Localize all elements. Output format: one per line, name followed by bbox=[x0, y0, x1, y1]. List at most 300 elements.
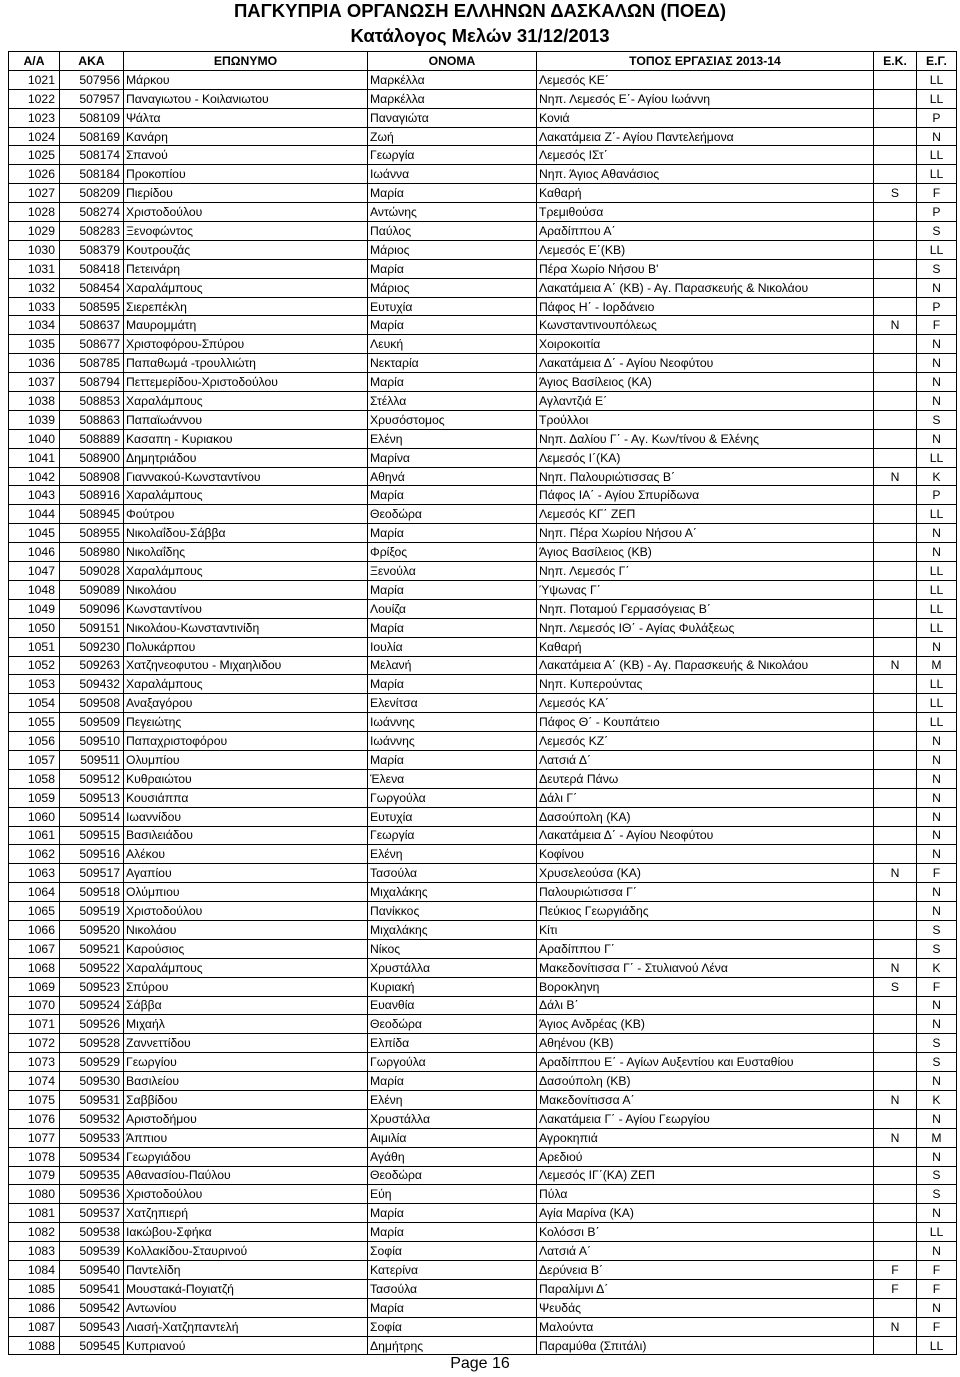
cell-ek bbox=[874, 354, 917, 373]
cell-workplace: Άγιος Βασίλειος (ΚΑ) bbox=[537, 373, 874, 392]
table-row bbox=[9, 222, 957, 241]
cell-name: Μιχαλάκης bbox=[368, 883, 537, 902]
cell-aka: 509028 bbox=[60, 562, 124, 581]
cell-name: Τασούλα bbox=[368, 1279, 537, 1298]
cell-workplace: Αραδίππου Γ΄ bbox=[537, 939, 874, 958]
cell-name: Νίκος bbox=[368, 939, 537, 958]
cell-ek bbox=[874, 1298, 917, 1317]
cell-surname: Ολυμπίου bbox=[124, 750, 368, 769]
cell-workplace: Νηπ. Κυπερούντας bbox=[537, 675, 874, 694]
cell-workplace: Δερύνεια Β΄ bbox=[537, 1261, 874, 1280]
cell-aka: 509533 bbox=[60, 1128, 124, 1147]
cell-aa: 1078 bbox=[9, 1147, 60, 1166]
cell-aa: 1085 bbox=[9, 1279, 60, 1298]
table-row bbox=[9, 599, 957, 618]
cell-workplace: Νηπ. Λεμεσός Γ΄ bbox=[537, 562, 874, 581]
cell-workplace: Χοιροκοιτία bbox=[537, 335, 874, 354]
cell-ek bbox=[874, 883, 917, 902]
cell-eg: P bbox=[917, 203, 957, 222]
cell-ek: F bbox=[874, 1261, 917, 1280]
cell-workplace: Νηπ. Πέρα Χωρίου Νήσου Α΄ bbox=[537, 524, 874, 543]
cell-aka: 508794 bbox=[60, 373, 124, 392]
cell-ek bbox=[874, 1242, 917, 1261]
cell-name: Ιωάννης bbox=[368, 732, 537, 751]
cell-aa: 1059 bbox=[9, 788, 60, 807]
cell-name: Σοφία bbox=[368, 1242, 537, 1261]
cell-aa: 1081 bbox=[9, 1204, 60, 1223]
cell-aka: 509536 bbox=[60, 1185, 124, 1204]
cell-aa: 1067 bbox=[9, 939, 60, 958]
cell-surname: Μάρκου bbox=[124, 70, 368, 89]
cell-aa: 1079 bbox=[9, 1166, 60, 1185]
cell-name: Κατερίνα bbox=[368, 1261, 537, 1280]
cell-aa: 1033 bbox=[9, 297, 60, 316]
cell-eg: P bbox=[917, 486, 957, 505]
cell-aka: 508900 bbox=[60, 448, 124, 467]
cell-surname: Χαραλάμπους bbox=[124, 562, 368, 581]
cell-aka: 508908 bbox=[60, 467, 124, 486]
cell-workplace: Μαλούντα bbox=[537, 1317, 874, 1336]
cell-surname: Νικολάου bbox=[124, 580, 368, 599]
table-row bbox=[9, 1317, 957, 1336]
cell-eg: F bbox=[917, 1279, 957, 1298]
cell-aa: 1034 bbox=[9, 316, 60, 335]
cell-aka: 507956 bbox=[60, 70, 124, 89]
cell-workplace: Λεμεσός ΚΓ΄ ΖΕΠ bbox=[537, 505, 874, 524]
cell-ek bbox=[874, 222, 917, 241]
cell-name: Ιωάννα bbox=[368, 165, 537, 184]
cell-aa: 1056 bbox=[9, 732, 60, 751]
cell-eg: S bbox=[917, 1034, 957, 1053]
cell-name: Κυριακή bbox=[368, 977, 537, 996]
cell-ek: N bbox=[874, 1317, 917, 1336]
table-row bbox=[9, 1072, 957, 1091]
cell-name: Μαρία bbox=[368, 1223, 537, 1242]
cell-ek bbox=[874, 1185, 917, 1204]
cell-workplace: Βοροκληνη bbox=[537, 977, 874, 996]
cell-name: Ελένη bbox=[368, 845, 537, 864]
cell-ek bbox=[874, 769, 917, 788]
cell-ek bbox=[874, 807, 917, 826]
column-header-ek: Ε.Κ. bbox=[874, 52, 917, 71]
cell-workplace: Άγιος Βασίλειος (ΚΒ) bbox=[537, 543, 874, 562]
cell-eg: S bbox=[917, 1053, 957, 1072]
table-row bbox=[9, 580, 957, 599]
cell-ek bbox=[874, 1223, 917, 1242]
table-row bbox=[9, 807, 957, 826]
cell-eg: N bbox=[917, 996, 957, 1015]
cell-eg: M bbox=[917, 1128, 957, 1147]
cell-aka: 509526 bbox=[60, 1015, 124, 1034]
cell-surname: Πεγειώτης bbox=[124, 713, 368, 732]
cell-eg: F bbox=[917, 1317, 957, 1336]
table-row bbox=[9, 1090, 957, 1109]
cell-ek bbox=[874, 259, 917, 278]
cell-name: Λουίζα bbox=[368, 599, 537, 618]
page-title: ΠΑΓΚΥΠΡΙΑ ΟΡΓΑΝΩΣΗ ΕΛΛΗΝΩΝ ΔΑΣΚΑΛΩΝ (ΠΟΕΔ) bbox=[233, 0, 727, 21]
cell-workplace: Καθαρή bbox=[537, 184, 874, 203]
cell-aka: 509545 bbox=[60, 1336, 124, 1355]
cell-aka: 508677 bbox=[60, 335, 124, 354]
cell-aa: 1032 bbox=[9, 278, 60, 297]
cell-eg: N bbox=[917, 373, 957, 392]
column-header-workplace: ΤΟΠΟΣ ΕΡΓΑΣΙΑΣ 2013-14 bbox=[537, 52, 874, 71]
cell-workplace: Λεμεσός ΙΣτ΄ bbox=[537, 146, 874, 165]
cell-surname: Αγαπίου bbox=[124, 864, 368, 883]
cell-aka: 509515 bbox=[60, 826, 124, 845]
cell-surname: Πεττεμερίδου-Χριστοδούλου bbox=[124, 373, 368, 392]
table-row bbox=[9, 562, 957, 581]
table-row bbox=[9, 354, 957, 373]
cell-workplace: Αραδίππου Α΄ bbox=[537, 222, 874, 241]
cell-ek bbox=[874, 845, 917, 864]
cell-workplace: Παλουριώτισσα Γ΄ bbox=[537, 883, 874, 902]
cell-ek bbox=[874, 392, 917, 411]
cell-name: Θεοδώρα bbox=[368, 1015, 537, 1034]
table-row bbox=[9, 902, 957, 921]
cell-surname: Γεωργιάδου bbox=[124, 1147, 368, 1166]
cell-surname: Νικολαΐδου-Σάββα bbox=[124, 524, 368, 543]
cell-name: Θεοδώρα bbox=[368, 505, 537, 524]
cell-eg: N bbox=[917, 1298, 957, 1317]
cell-name: Μαρία bbox=[368, 259, 537, 278]
cell-name: Ελένη bbox=[368, 429, 537, 448]
cell-aka: 509539 bbox=[60, 1242, 124, 1261]
table-row bbox=[9, 826, 957, 845]
cell-surname: Κασαπη - Κυριακου bbox=[124, 429, 368, 448]
cell-aka: 509089 bbox=[60, 580, 124, 599]
cell-name: Γωργούλα bbox=[368, 1053, 537, 1072]
cell-surname: Χατζηπιερή bbox=[124, 1204, 368, 1223]
cell-workplace: Παραλίμνι Δ΄ bbox=[537, 1279, 874, 1298]
cell-aka: 508889 bbox=[60, 429, 124, 448]
cell-workplace: Λακατάμεια Ζ΄- Αγίου Παντελεήμονα bbox=[537, 127, 874, 146]
cell-aka: 509531 bbox=[60, 1090, 124, 1109]
cell-name: Ελπίδα bbox=[368, 1034, 537, 1053]
cell-name: Μελανή bbox=[368, 656, 537, 675]
cell-surname: Κωνσταντίνου bbox=[124, 599, 368, 618]
cell-name: Χρυσόστομος bbox=[368, 410, 537, 429]
table-row bbox=[9, 1053, 957, 1072]
cell-ek bbox=[874, 203, 917, 222]
cell-surname: Σπύρου bbox=[124, 977, 368, 996]
cell-aka: 509518 bbox=[60, 883, 124, 902]
cell-surname: Σάββα bbox=[124, 996, 368, 1015]
cell-aa: 1028 bbox=[9, 203, 60, 222]
cell-aka: 509534 bbox=[60, 1147, 124, 1166]
cell-name: Τασούλα bbox=[368, 864, 537, 883]
table-row bbox=[9, 977, 957, 996]
table-row bbox=[9, 845, 957, 864]
cell-aa: 1076 bbox=[9, 1109, 60, 1128]
cell-surname: Χριστοφόρου-Σπύρου bbox=[124, 335, 368, 354]
cell-aka: 509432 bbox=[60, 675, 124, 694]
cell-eg: K bbox=[917, 958, 957, 977]
cell-workplace: Πύλα bbox=[537, 1185, 874, 1204]
cell-surname: Ξενοφώντος bbox=[124, 222, 368, 241]
cell-aa: 1087 bbox=[9, 1317, 60, 1336]
cell-workplace: Κονιά bbox=[537, 108, 874, 127]
cell-aka: 508418 bbox=[60, 259, 124, 278]
cell-eg: N bbox=[917, 845, 957, 864]
cell-eg: LL bbox=[917, 580, 957, 599]
cell-workplace: Πάφος ΙΑ΄ - Αγίου Σπυρίδωνα bbox=[537, 486, 874, 505]
cell-name: Μαρία bbox=[368, 316, 537, 335]
cell-aa: 1057 bbox=[9, 750, 60, 769]
cell-name: Μαρία bbox=[368, 1298, 537, 1317]
table-row bbox=[9, 1261, 957, 1280]
table-row bbox=[9, 1298, 957, 1317]
cell-eg: LL bbox=[917, 448, 957, 467]
cell-ek bbox=[874, 448, 917, 467]
cell-aka: 509532 bbox=[60, 1109, 124, 1128]
cell-eg: P bbox=[917, 297, 957, 316]
table-row bbox=[9, 1147, 957, 1166]
cell-ek bbox=[874, 127, 917, 146]
cell-eg: LL bbox=[917, 89, 957, 108]
cell-ek bbox=[874, 505, 917, 524]
cell-aka: 509520 bbox=[60, 920, 124, 939]
cell-aa: 1065 bbox=[9, 902, 60, 921]
cell-surname: Παντελίδη bbox=[124, 1261, 368, 1280]
table-row bbox=[9, 70, 957, 89]
cell-ek bbox=[874, 240, 917, 259]
cell-ek: N bbox=[874, 1090, 917, 1109]
cell-aa: 1072 bbox=[9, 1034, 60, 1053]
cell-aka: 508595 bbox=[60, 297, 124, 316]
cell-aka: 508274 bbox=[60, 203, 124, 222]
cell-workplace: Αγροκηπιά bbox=[537, 1128, 874, 1147]
cell-aa: 1074 bbox=[9, 1072, 60, 1091]
cell-name: Μάριος bbox=[368, 278, 537, 297]
table-row bbox=[9, 732, 957, 751]
cell-eg: LL bbox=[917, 146, 957, 165]
table-row bbox=[9, 637, 957, 656]
cell-surname: Αντωνίου bbox=[124, 1298, 368, 1317]
cell-surname: Χριστοδούλου bbox=[124, 1185, 368, 1204]
cell-ek bbox=[874, 524, 917, 543]
table-row bbox=[9, 939, 957, 958]
cell-aka: 509230 bbox=[60, 637, 124, 656]
cell-workplace: Λεμεσός Ι΄(ΚΑ) bbox=[537, 448, 874, 467]
cell-aa: 1086 bbox=[9, 1298, 60, 1317]
cell-ek bbox=[874, 637, 917, 656]
cell-name: Σοφία bbox=[368, 1317, 537, 1336]
cell-aka: 509529 bbox=[60, 1053, 124, 1072]
cell-aka: 508945 bbox=[60, 505, 124, 524]
cell-ek bbox=[874, 1204, 917, 1223]
cell-surname: Νικολάου bbox=[124, 920, 368, 939]
cell-eg: LL bbox=[917, 694, 957, 713]
table-row bbox=[9, 750, 957, 769]
cell-name: Ιωάννης bbox=[368, 713, 537, 732]
cell-aka: 509528 bbox=[60, 1034, 124, 1053]
cell-name: Λευκή bbox=[368, 335, 537, 354]
cell-name: Νεκταρία bbox=[368, 354, 537, 373]
cell-surname: Σιερεπέκλη bbox=[124, 297, 368, 316]
cell-ek bbox=[874, 486, 917, 505]
cell-surname: Νικολαΐδης bbox=[124, 543, 368, 562]
cell-aa: 1053 bbox=[9, 675, 60, 694]
table-row bbox=[9, 486, 957, 505]
cell-name: Μαρία bbox=[368, 618, 537, 637]
cell-ek: S bbox=[874, 977, 917, 996]
table-row bbox=[9, 543, 957, 562]
cell-name: Δημήτρης bbox=[368, 1336, 537, 1355]
table-row bbox=[9, 505, 957, 524]
cell-aa: 1024 bbox=[9, 127, 60, 146]
cell-aka: 508916 bbox=[60, 486, 124, 505]
cell-surname: Χαραλάμπους bbox=[124, 392, 368, 411]
cell-ek: F bbox=[874, 1279, 917, 1298]
table-row bbox=[9, 524, 957, 543]
cell-aa: 1031 bbox=[9, 259, 60, 278]
cell-ek: S bbox=[874, 184, 917, 203]
cell-workplace: Λεμεσός ΚΖ΄ bbox=[537, 732, 874, 751]
cell-ek bbox=[874, 410, 917, 429]
cell-surname: Ιωαννίδου bbox=[124, 807, 368, 826]
cell-aka: 508980 bbox=[60, 543, 124, 562]
cell-eg: N bbox=[917, 732, 957, 751]
cell-ek bbox=[874, 1053, 917, 1072]
table-row bbox=[9, 1166, 957, 1185]
page-subtitle: Κατάλογος Μελών 31/12/2013 bbox=[350, 25, 610, 46]
cell-aa: 1043 bbox=[9, 486, 60, 505]
cell-aka: 508169 bbox=[60, 127, 124, 146]
cell-name: Μαρία bbox=[368, 1072, 537, 1091]
cell-aa: 1049 bbox=[9, 599, 60, 618]
cell-name: Χρυστάλλα bbox=[368, 958, 537, 977]
cell-surname: Ολύμπιου bbox=[124, 883, 368, 902]
table-row bbox=[9, 1034, 957, 1053]
cell-aa: 1063 bbox=[9, 864, 60, 883]
cell-surname: Κουτρουζάς bbox=[124, 240, 368, 259]
table-row bbox=[9, 713, 957, 732]
cell-eg: F bbox=[917, 184, 957, 203]
table-row bbox=[9, 1204, 957, 1223]
cell-workplace: Νηπ. Λεμεσός ΙΘ΄ - Αγίας Φυλάξεως bbox=[537, 618, 874, 637]
cell-aka: 508209 bbox=[60, 184, 124, 203]
cell-ek bbox=[874, 146, 917, 165]
cell-aka: 509513 bbox=[60, 788, 124, 807]
cell-aa: 1062 bbox=[9, 845, 60, 864]
cell-name: Παναγιώτα bbox=[368, 108, 537, 127]
cell-aa: 1050 bbox=[9, 618, 60, 637]
table-row bbox=[9, 883, 957, 902]
cell-aa: 1026 bbox=[9, 165, 60, 184]
cell-name: Ελενίτσα bbox=[368, 694, 537, 713]
cell-surname: Παπαχριστοφόρου bbox=[124, 732, 368, 751]
cell-eg: N bbox=[917, 1072, 957, 1091]
cell-ek bbox=[874, 429, 917, 448]
table-row bbox=[9, 392, 957, 411]
cell-aka: 508379 bbox=[60, 240, 124, 259]
cell-name: Πανίκκος bbox=[368, 902, 537, 921]
cell-eg: S bbox=[917, 1185, 957, 1204]
cell-name: Φρίξος bbox=[368, 543, 537, 562]
cell-workplace: Τρεμιθούσα bbox=[537, 203, 874, 222]
cell-ek bbox=[874, 543, 917, 562]
cell-name: Γωργούλα bbox=[368, 788, 537, 807]
cell-ek bbox=[874, 599, 917, 618]
cell-surname: Ζαννεττίδου bbox=[124, 1034, 368, 1053]
cell-aa: 1064 bbox=[9, 883, 60, 902]
table-row bbox=[9, 410, 957, 429]
cell-ek bbox=[874, 996, 917, 1015]
cell-surname: Πιερίδου bbox=[124, 184, 368, 203]
cell-aka: 509151 bbox=[60, 618, 124, 637]
cell-workplace: Δάλι Β΄ bbox=[537, 996, 874, 1015]
cell-aa: 1052 bbox=[9, 656, 60, 675]
cell-workplace: Κοφίνου bbox=[537, 845, 874, 864]
cell-ek bbox=[874, 750, 917, 769]
cell-ek bbox=[874, 580, 917, 599]
cell-name: Μιχαλάκης bbox=[368, 920, 537, 939]
cell-aa: 1046 bbox=[9, 543, 60, 562]
cell-name: Μαρία bbox=[368, 675, 537, 694]
table-row bbox=[9, 769, 957, 788]
table-row bbox=[9, 1015, 957, 1034]
cell-aa: 1027 bbox=[9, 184, 60, 203]
cell-aa: 1045 bbox=[9, 524, 60, 543]
cell-ek bbox=[874, 278, 917, 297]
table-row bbox=[9, 1128, 957, 1147]
cell-workplace: Μακεδονίτισσα Α΄ bbox=[537, 1090, 874, 1109]
page-number: Page 16 bbox=[450, 1355, 510, 1372]
cell-ek bbox=[874, 1034, 917, 1053]
cell-aka: 509508 bbox=[60, 694, 124, 713]
cell-name: Έλενα bbox=[368, 769, 537, 788]
table-row bbox=[9, 864, 957, 883]
cell-aka: 509530 bbox=[60, 1072, 124, 1091]
cell-surname: Σαββίδου bbox=[124, 1090, 368, 1109]
cell-surname: Γιαννακού-Κωνσταντίνου bbox=[124, 467, 368, 486]
table-row bbox=[9, 694, 957, 713]
cell-surname: Νικολάου-Κωνσταντινίδη bbox=[124, 618, 368, 637]
table-row bbox=[9, 1223, 957, 1242]
cell-aa: 1060 bbox=[9, 807, 60, 826]
cell-name: Μαρία bbox=[368, 580, 537, 599]
table-row bbox=[9, 429, 957, 448]
cell-name: Αγάθη bbox=[368, 1147, 537, 1166]
cell-aa: 1066 bbox=[9, 920, 60, 939]
cell-workplace: Κίτι bbox=[537, 920, 874, 939]
cell-ek: N bbox=[874, 467, 917, 486]
table-row bbox=[9, 165, 957, 184]
cell-name: Μαρκέλλα bbox=[368, 70, 537, 89]
cell-ek bbox=[874, 826, 917, 845]
table-row bbox=[9, 467, 957, 486]
cell-workplace: Λακατάμεια Γ΄ - Αγίου Γεωργίου bbox=[537, 1109, 874, 1128]
cell-eg: N bbox=[917, 769, 957, 788]
cell-aa: 1084 bbox=[9, 1261, 60, 1280]
cell-aa: 1030 bbox=[9, 240, 60, 259]
cell-workplace: Μακεδονίτισσα Γ΄ - Στυλιανού Λένα bbox=[537, 958, 874, 977]
cell-aa: 1077 bbox=[9, 1128, 60, 1147]
cell-aa: 1036 bbox=[9, 354, 60, 373]
cell-workplace: Νηπ. Άγιος Αθανάσιος bbox=[537, 165, 874, 184]
cell-surname: Σπανού bbox=[124, 146, 368, 165]
cell-name: Παύλος bbox=[368, 222, 537, 241]
cell-surname: Αριστοδήμου bbox=[124, 1109, 368, 1128]
cell-ek bbox=[874, 713, 917, 732]
cell-ek bbox=[874, 1015, 917, 1034]
cell-eg: N bbox=[917, 902, 957, 921]
cell-aka: 508109 bbox=[60, 108, 124, 127]
cell-workplace: Αρεδιού bbox=[537, 1147, 874, 1166]
cell-eg: P bbox=[917, 108, 957, 127]
cell-eg: LL bbox=[917, 562, 957, 581]
